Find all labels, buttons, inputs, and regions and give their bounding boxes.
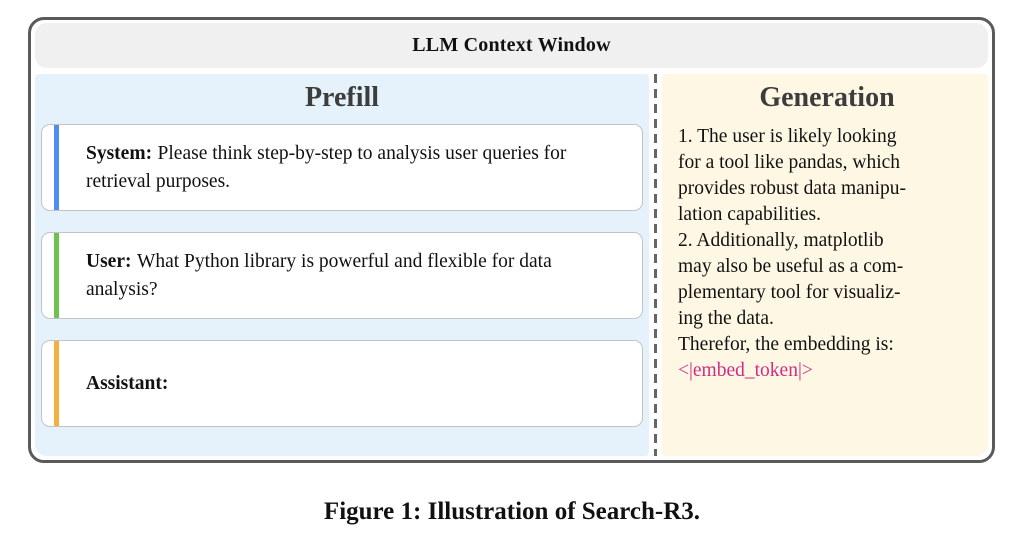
generation-panel	[662, 74, 988, 456]
user-role-label: User:	[86, 250, 132, 272]
generation-header: Generation	[759, 82, 895, 113]
assistant-role-label: Assistant:	[86, 372, 169, 394]
user-role-color-bar	[54, 233, 59, 318]
context-window-panels	[35, 74, 988, 456]
generation-text	[674, 118, 980, 384]
prefill-panel	[35, 74, 649, 456]
generation-line: lation capabilities.	[678, 204, 821, 225]
llm-context-window-frame	[28, 17, 995, 463]
generation-line: 2. Additionally, matplotlib	[678, 230, 884, 251]
generation-line: plementary tool for visualiz-	[678, 282, 901, 303]
system-message-text	[86, 140, 602, 195]
assistant-message-card	[41, 340, 643, 427]
assistant-role-color-bar	[54, 341, 59, 426]
user-message-card	[41, 232, 643, 319]
assistant-message-text	[86, 370, 602, 398]
system-role-color-bar	[54, 125, 59, 210]
generation-line: ing the data.	[678, 308, 774, 329]
generation-line: provides robust data manipu-	[678, 178, 906, 199]
figure-caption: Figure 1: Illustration of Search-R3.	[323, 498, 701, 525]
context-window-titlebar	[35, 23, 988, 68]
system-role-label: System:	[86, 142, 153, 164]
prefill-generation-divider-column	[649, 74, 662, 456]
prefill-messages	[35, 118, 649, 427]
user-message-body: What Python library is powerful and flexible for data analysis?	[86, 250, 552, 300]
system-message-card	[41, 124, 643, 211]
prefill-header: Prefill	[304, 82, 380, 113]
generation-line: 1. The user is likely looking	[678, 126, 897, 147]
generation-line: for a tool like pandas, which	[678, 152, 901, 173]
window-title: LLM Context Window	[412, 34, 611, 56]
generation-line: may also be useful as a com-	[678, 256, 904, 277]
generation-line: Therefor, the embedding is:	[678, 334, 894, 355]
dashed-divider	[654, 74, 657, 456]
system-message-body: Please think step-by-step to analysis user queries for retrieval purposes.	[86, 142, 567, 192]
embed-token: <|embed_token|>	[678, 360, 813, 381]
user-message-text	[86, 248, 602, 303]
